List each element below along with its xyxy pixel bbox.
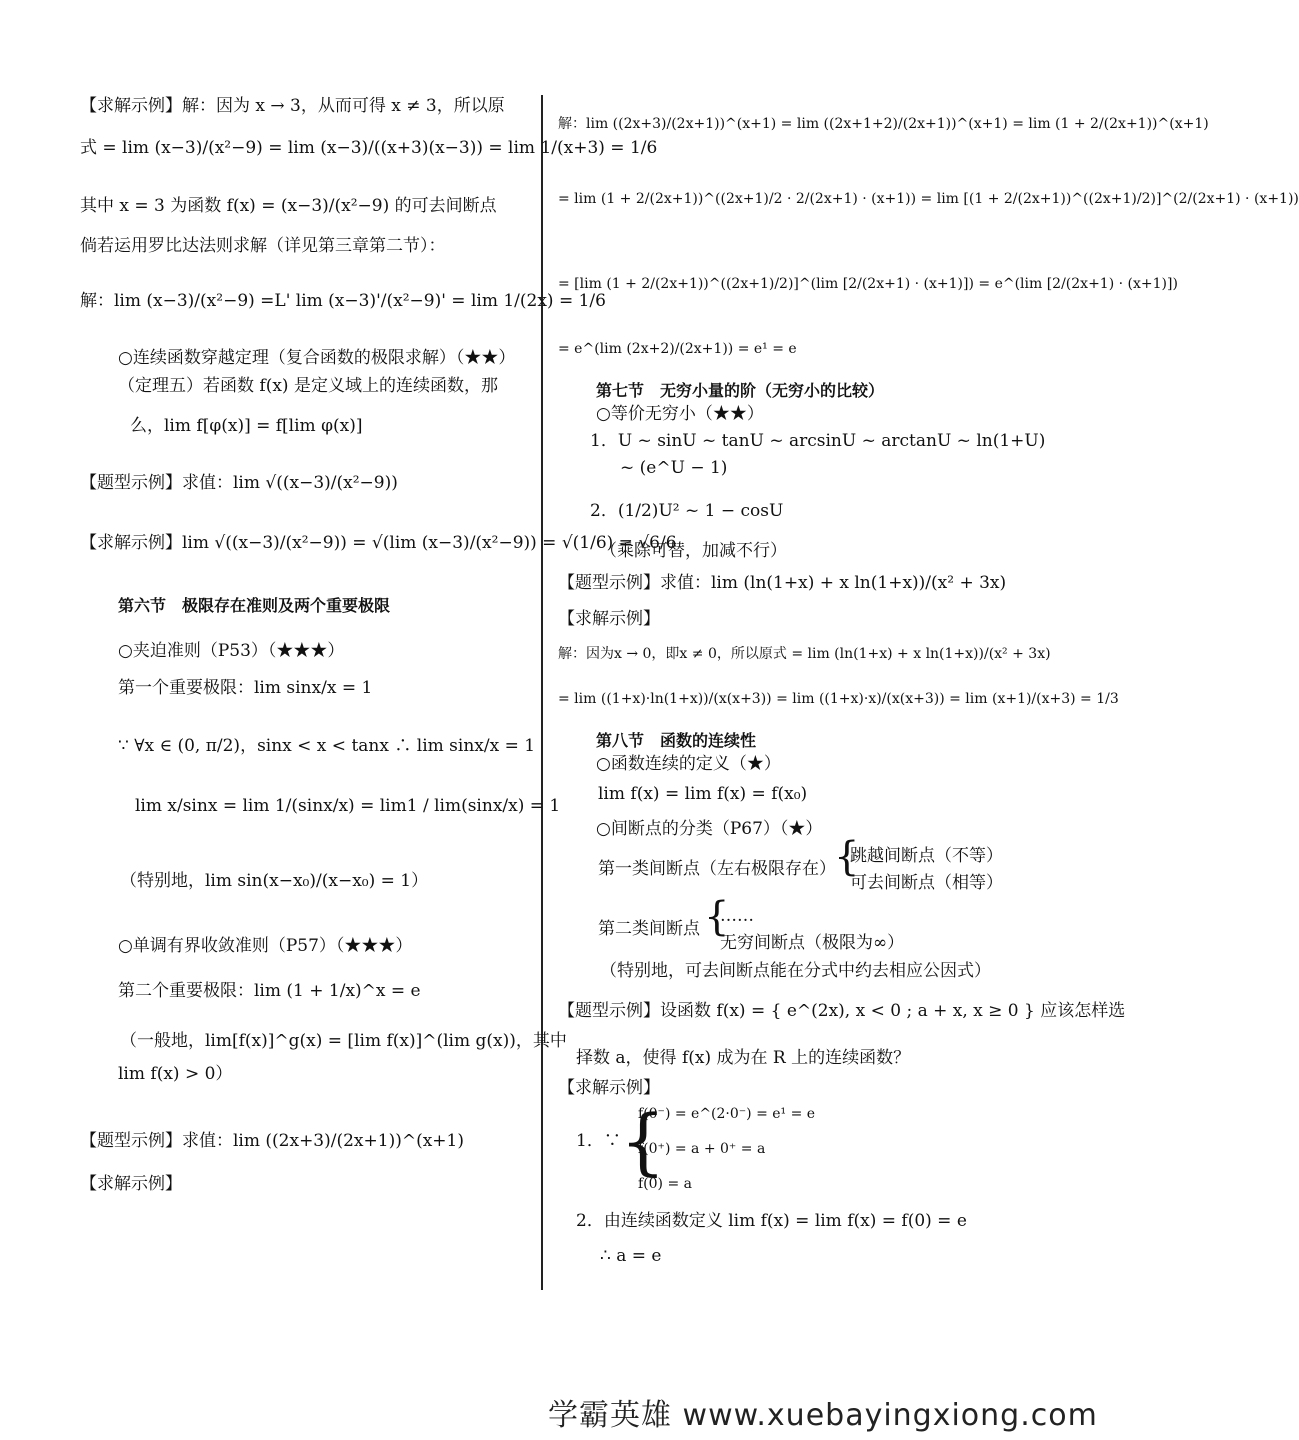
right-line-12: 解：因为x → 0，即x ≠ 0，所以原式 = lim (ln(1+x) + x ln(1+x))/(x² + 3x) <box>558 646 1051 662</box>
right-line-22: 【求解示例】 <box>558 1078 660 1098</box>
right-line-11: 【求解示例】 <box>558 609 660 629</box>
left-line-21: 【求解示例】 <box>80 1174 182 1194</box>
left-line-14: lim x/sinx = lim 1/(sinx/x) = lim1 / lim(sinx/x) = 1 <box>135 796 561 816</box>
second-kind-brace: { <box>704 894 730 940</box>
left-line-8: 么，lim f[φ(x)] = f[lim φ(x)] <box>130 416 363 436</box>
left-line-11: ○夹迫准则（P53）（★★★） <box>118 641 345 661</box>
step-1-label: 1．∵ <box>576 1131 621 1151</box>
right-line-24: 2．由连续函数定义 lim f(x) = lim f(x) = f(0) = e <box>576 1211 967 1231</box>
section-8-heading: 第八节 函数的连续性 <box>596 731 757 750</box>
column-divider <box>541 95 543 1290</box>
right-line-25: ∴ a = e <box>600 1246 662 1266</box>
left-line-3: 其中 x = 3 为函数 f(x) = (x−3)/(x²−9) 的可去间断点 <box>80 196 497 216</box>
section-7-heading: 第七节 无穷小量的阶（无穷小的比较） <box>596 381 885 400</box>
section-6-heading: 第六节 极限存在准则及两个重要极限 <box>118 596 391 615</box>
second-kind-ellipsis: …… <box>720 906 754 926</box>
left-line-13: ∵ ∀x ∈ (0, π/2)，sinx < x < tanx ∴ lim sinx/x = 1 <box>118 736 536 756</box>
step-1-right-limit: f(0⁺) = a + 0⁺ = a <box>638 1141 766 1157</box>
removable-discontinuity: 可去间断点（相等） <box>850 873 1003 893</box>
left-line-17: 第二个重要极限：lim (1 + 1/x)^x = e <box>118 981 421 1001</box>
jump-discontinuity: 跳越间断点（不等） <box>850 846 1003 866</box>
right-line-19: （特别地，可去间断点能在分式中约去相应公因式） <box>600 961 991 981</box>
right-line-15: lim f(x) = lim f(x) = f(x₀) <box>598 784 808 804</box>
right-line-3: = [lim (1 + 2/(2x+1))^((2x+1)/2)]^(lim [2/(2x+1) · (x+1)]) = e^(lim [2/(2x+1) · (x+1)]) <box>558 276 1178 292</box>
infinite-discontinuity: 无穷间断点（极限为∞） <box>720 933 905 953</box>
right-line-9: （乘除可替，加减不行） <box>600 541 787 561</box>
second-kind-label: 第二类间断点 <box>598 919 700 939</box>
right-line-7: ~ (e^U − 1) <box>620 458 728 478</box>
first-kind-brace: { <box>834 834 860 880</box>
right-line-8: 2．(1/2)U² ~ 1 − cosU <box>590 501 784 521</box>
right-line-1: 解：lim ((2x+3)/(2x+1))^(x+1) = lim ((2x+1+2)/(2x+1))^(x+1) = lim (1 + 2/(2x+1))^(x+1) <box>558 116 1209 132</box>
left-line-2: 式 = lim (x−3)/(x²−9) = lim (x−3)/((x+3)(x−3)) = lim 1/(x+3) = 1/6 <box>80 138 658 158</box>
right-line-21: 择数 a，使得 f(x) 成为在 R 上的连续函数？ <box>576 1048 911 1068</box>
right-line-6: 1．U ~ sinU ~ tanU ~ arcsinU ~ arctanU ~ ln(1+U) <box>590 431 1046 451</box>
right-line-4: = e^(lim (2x+2)/(2x+1)) = e¹ = e <box>558 341 797 357</box>
right-line-13: = lim ((1+x)·ln(1+x))/(x(x+3)) = lim ((1+x)·x)/(x(x+3)) = lim (x+1)/(x+3) = 1/3 <box>558 691 1119 707</box>
step-1-left-limit: f(0⁻) = e^(2·0⁻) = e¹ = e <box>638 1106 816 1122</box>
left-line-6: ○连续函数穿越定理（复合函数的极限求解）（★★） <box>118 348 516 368</box>
right-line-10: 【题型示例】求值：lim (ln(1+x) + x ln(1+x))/(x² + 3x) <box>558 573 1007 593</box>
left-line-15: （特别地，lim sin(x−x₀)/(x−x₀) = 1） <box>120 871 429 891</box>
left-line-9: 【题型示例】求值：lim √((x−3)/(x²−9)) <box>80 473 398 493</box>
left-line-1: 【求解示例】解：因为 x → 3，从而可得 x ≠ 3，所以原 <box>80 96 505 116</box>
left-line-5: 解：lim (x−3)/(x²−9) =L' lim (x−3)'/(x²−9)' = lim 1/(2x) = 1/6 <box>80 291 606 311</box>
left-line-12: 第一个重要极限：lim sinx/x = 1 <box>118 678 373 698</box>
right-line-20: 【题型示例】设函数 f(x) = { e^(2x), x < 0 ; a + x, x ≥ 0 } 应该怎样选 <box>558 1001 1126 1021</box>
first-kind-label: 第一类间断点（左右极限存在） <box>598 859 836 879</box>
left-line-19: lim f(x) > 0） <box>118 1064 233 1084</box>
right-line-5: ○等价无穷小（★★） <box>596 404 764 424</box>
right-line-16: ○间断点的分类（P67）（★） <box>596 819 823 839</box>
left-line-4: 倘若运用罗比达法则求解（详见第三章第二节）： <box>80 236 446 256</box>
right-line-2: = lim (1 + 2/(2x+1))^((2x+1)/2 · 2/(2x+1) · (x+1)) = lim [(1 + 2/(2x+1))^((2x+1)/2)]^(2/(2x+1) · (x+1)) <box>558 191 1299 207</box>
step-1-value: f(0) = a <box>638 1176 692 1192</box>
left-line-10: 【求解示例】lim √((x−3)/(x²−9)) = √(lim (x−3)/(x²−9)) = √(1/6) = √6/6 <box>80 533 677 553</box>
step-1-brace: { <box>620 1099 666 1183</box>
left-line-18: （一般地，lim[f(x)]^g(x) = [lim f(x)]^(lim g(x))，其中 <box>120 1031 567 1051</box>
left-line-7: （定理五）若函数 f(x) 是定义域上的连续函数，那 <box>118 376 498 396</box>
left-line-20: 【题型示例】求值：lim ((2x+3)/(2x+1))^(x+1) <box>80 1131 465 1151</box>
right-line-14: ○函数连续的定义（★） <box>596 754 781 774</box>
footer-watermark: 学霸英雄 www.xuebayingxiong.com <box>548 1398 1098 1433</box>
left-line-16: ○单调有界收敛准则（P57）（★★★） <box>118 936 413 956</box>
